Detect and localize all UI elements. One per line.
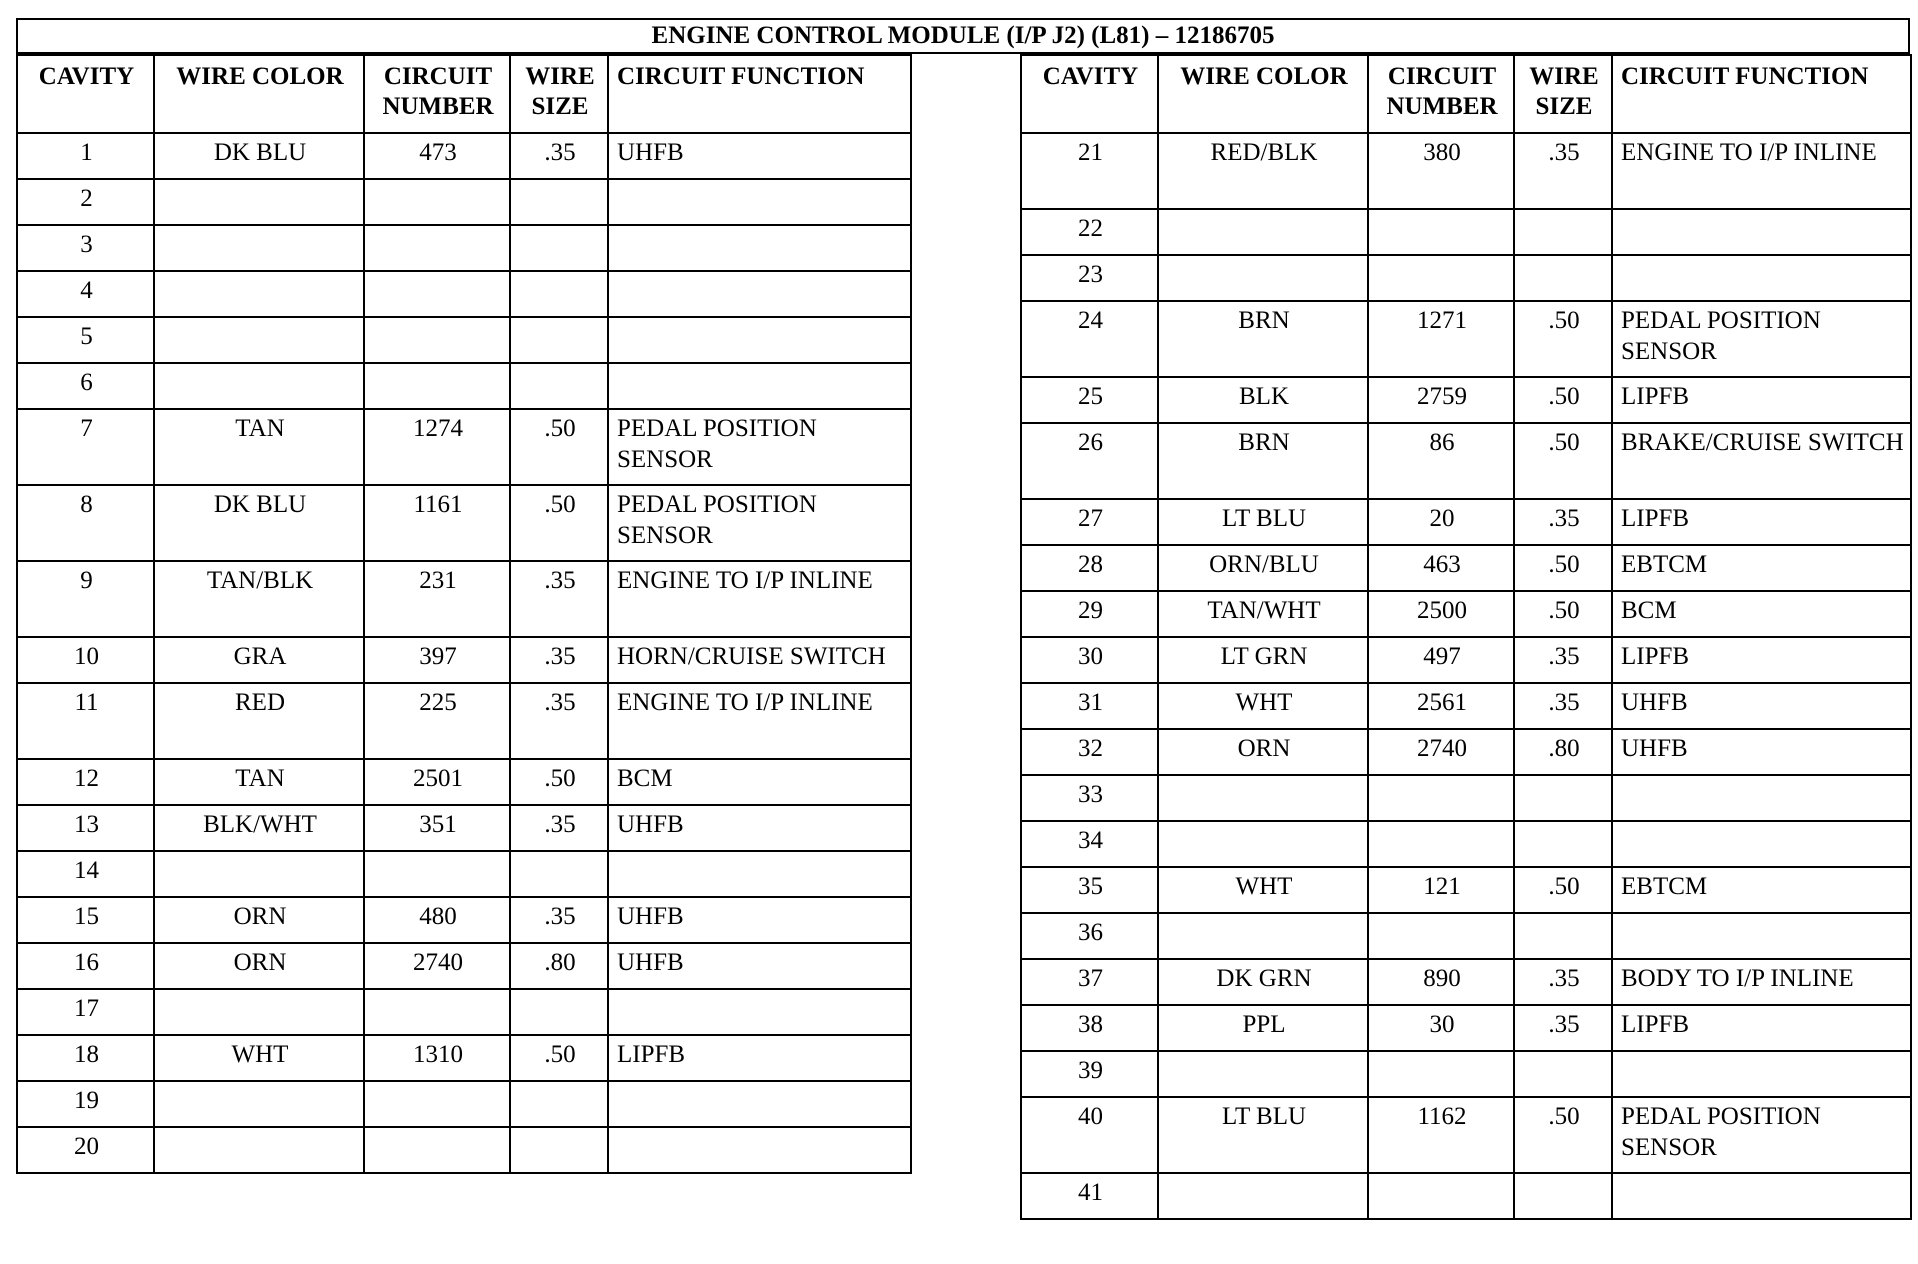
circuit-function-cell: BCM [608, 759, 911, 805]
cavity-cell: 38 [1021, 1005, 1158, 1051]
wire-size-cell: .50 [510, 1035, 608, 1081]
circuit-number-cell: 20 [1368, 499, 1514, 545]
wire-color-cell: ORN [154, 897, 364, 943]
wire-color-cell: LT GRN [1158, 637, 1368, 683]
circuit-function-cell: BCM [1612, 591, 1911, 637]
pinout-table-right [1020, 54, 1912, 1220]
circuit-function-cell: UHFB [608, 805, 911, 851]
wire-size-cell: .50 [510, 759, 608, 805]
cavity-cell: 34 [1021, 821, 1158, 867]
circuit-function-cell [608, 851, 911, 897]
wire-color-cell: RED [154, 683, 364, 759]
circuit-function-cell [608, 317, 911, 363]
circuit-function-cell: LIPFB [1612, 637, 1911, 683]
table-row [17, 1127, 911, 1173]
circuit-number-cell: 380 [1368, 133, 1514, 209]
table-row [1021, 867, 1911, 913]
header-cavity: CAVITY [17, 55, 154, 133]
circuit-number-cell: 890 [1368, 959, 1514, 1005]
cavity-cell: 2 [17, 179, 154, 225]
wire-color-cell [154, 317, 364, 363]
cavity-cell: 5 [17, 317, 154, 363]
wire-color-cell: ORN [1158, 729, 1368, 775]
circuit-function-cell: LIPFB [1612, 377, 1911, 423]
circuit-number-cell [1368, 913, 1514, 959]
wire-size-cell: .35 [1514, 499, 1612, 545]
wire-color-cell: BLK/WHT [154, 805, 364, 851]
cavity-cell: 26 [1021, 423, 1158, 499]
circuit-function-cell [608, 1127, 911, 1173]
table-row [17, 1035, 911, 1081]
header-circuit-function: CIRCUIT FUNCTION [1612, 55, 1911, 133]
circuit-number-cell: 2759 [1368, 377, 1514, 423]
wire-color-cell [154, 225, 364, 271]
table-row [17, 805, 911, 851]
circuit-function-cell: UHFB [608, 943, 911, 989]
circuit-number-cell [364, 1081, 510, 1127]
table-row [17, 683, 911, 759]
cavity-cell: 20 [17, 1127, 154, 1173]
circuit-function-cell [608, 1081, 911, 1127]
cavity-cell: 13 [17, 805, 154, 851]
wire-size-cell [510, 1127, 608, 1173]
circuit-function-cell [608, 225, 911, 271]
circuit-number-cell [1368, 1173, 1514, 1219]
header-row [17, 55, 911, 133]
wire-size-cell: .35 [1514, 683, 1612, 729]
circuit-function-cell: PEDAL POSITION SENSOR [1612, 301, 1911, 377]
cavity-cell: 27 [1021, 499, 1158, 545]
wire-color-cell: ORN/BLU [1158, 545, 1368, 591]
circuit-function-cell [608, 179, 911, 225]
circuit-number-cell [364, 989, 510, 1035]
header-circuit-function: CIRCUIT FUNCTION [608, 55, 911, 133]
wire-color-cell: RED/BLK [1158, 133, 1368, 209]
cavity-cell: 18 [17, 1035, 154, 1081]
circuit-function-cell: LIPFB [1612, 1005, 1911, 1051]
wire-color-cell [154, 363, 364, 409]
wire-color-cell: TAN/BLK [154, 561, 364, 637]
circuit-function-cell [608, 989, 911, 1035]
table-row [1021, 1097, 1911, 1173]
circuit-number-cell: 2561 [1368, 683, 1514, 729]
circuit-number-cell: 463 [1368, 545, 1514, 591]
table-row [1021, 959, 1911, 1005]
cavity-cell: 1 [17, 133, 154, 179]
table-row [1021, 377, 1911, 423]
table-row [1021, 545, 1911, 591]
table-row [1021, 683, 1911, 729]
cavity-cell: 28 [1021, 545, 1158, 591]
header-cavity: CAVITY [1021, 55, 1158, 133]
wire-color-cell [1158, 775, 1368, 821]
cavity-cell: 21 [1021, 133, 1158, 209]
wire-size-cell [510, 225, 608, 271]
circuit-number-cell [1368, 821, 1514, 867]
table-row [1021, 591, 1911, 637]
circuit-function-cell [1612, 775, 1911, 821]
wire-color-cell: GRA [154, 637, 364, 683]
wire-color-cell: ORN [154, 943, 364, 989]
cavity-cell: 11 [17, 683, 154, 759]
table-row [1021, 209, 1911, 255]
wire-size-cell: .50 [1514, 423, 1612, 499]
cavity-cell: 33 [1021, 775, 1158, 821]
circuit-function-cell: HORN/CRUISE SWITCH [608, 637, 911, 683]
wire-color-cell [1158, 1051, 1368, 1097]
table-row [17, 225, 911, 271]
circuit-number-cell: 1310 [364, 1035, 510, 1081]
table-row [1021, 821, 1911, 867]
cavity-cell: 25 [1021, 377, 1158, 423]
wire-size-cell: .80 [1514, 729, 1612, 775]
wire-color-cell [154, 989, 364, 1035]
wire-size-cell [510, 851, 608, 897]
wire-size-cell: .50 [1514, 867, 1612, 913]
wire-size-cell [1514, 913, 1612, 959]
cavity-cell: 30 [1021, 637, 1158, 683]
wire-color-cell [1158, 255, 1368, 301]
table-row [17, 317, 911, 363]
wire-color-cell: TAN [154, 409, 364, 485]
circuit-number-cell: 231 [364, 561, 510, 637]
cavity-cell: 35 [1021, 867, 1158, 913]
circuit-number-cell: 2500 [1368, 591, 1514, 637]
wire-size-cell [1514, 255, 1612, 301]
wire-size-cell: .50 [1514, 377, 1612, 423]
circuit-number-cell [364, 225, 510, 271]
circuit-number-cell: 473 [364, 133, 510, 179]
table-row [1021, 301, 1911, 377]
wire-color-cell: BRN [1158, 301, 1368, 377]
cavity-cell: 3 [17, 225, 154, 271]
cavity-cell: 16 [17, 943, 154, 989]
circuit-function-cell: ENGINE TO I/P INLINE [608, 683, 911, 759]
circuit-function-cell: ENGINE TO I/P INLINE [608, 561, 911, 637]
wire-color-cell [154, 1081, 364, 1127]
circuit-function-cell [1612, 255, 1911, 301]
circuit-number-cell [1368, 209, 1514, 255]
wire-size-cell: .35 [510, 637, 608, 683]
circuit-function-cell: PEDAL POSITION SENSOR [608, 409, 911, 485]
circuit-number-cell: 1162 [1368, 1097, 1514, 1173]
wire-color-cell [1158, 209, 1368, 255]
wire-color-cell [1158, 1173, 1368, 1219]
wire-size-cell: .50 [510, 409, 608, 485]
circuit-function-cell [1612, 1051, 1911, 1097]
circuit-number-cell [364, 363, 510, 409]
table-row [1021, 729, 1911, 775]
cavity-cell: 9 [17, 561, 154, 637]
wire-size-cell: .35 [510, 897, 608, 943]
circuit-number-cell: 2740 [364, 943, 510, 989]
table-row [1021, 1173, 1911, 1219]
wire-color-cell [154, 179, 364, 225]
circuit-function-cell: EBTCM [1612, 545, 1911, 591]
table-title: ENGINE CONTROL MODULE (I/P J2) (L81) – 12186705 [16, 18, 1910, 54]
circuit-function-cell: UHFB [608, 897, 911, 943]
cavity-cell: 8 [17, 485, 154, 561]
table-row [1021, 913, 1911, 959]
wire-size-cell: .35 [1514, 133, 1612, 209]
wire-size-cell: .50 [1514, 591, 1612, 637]
circuit-number-cell: 480 [364, 897, 510, 943]
table-row [1021, 499, 1911, 545]
wire-color-cell: DK BLU [154, 485, 364, 561]
cavity-cell: 29 [1021, 591, 1158, 637]
circuit-number-cell [1368, 775, 1514, 821]
circuit-function-cell: PEDAL POSITION SENSOR [1612, 1097, 1911, 1173]
circuit-number-cell: 86 [1368, 423, 1514, 499]
table-row [1021, 133, 1911, 209]
wire-color-cell: BLK [1158, 377, 1368, 423]
circuit-function-cell: LIPFB [1612, 499, 1911, 545]
circuit-number-cell: 225 [364, 683, 510, 759]
table-row [17, 409, 911, 485]
circuit-number-cell [1368, 255, 1514, 301]
cavity-cell: 23 [1021, 255, 1158, 301]
cavity-cell: 10 [17, 637, 154, 683]
wire-size-cell [1514, 775, 1612, 821]
wire-size-cell [510, 317, 608, 363]
table-row [1021, 1051, 1911, 1097]
wire-size-cell [510, 1081, 608, 1127]
circuit-function-cell [1612, 913, 1911, 959]
header-wire-size: WIRE SIZE [1514, 55, 1612, 133]
circuit-number-cell [364, 317, 510, 363]
header-row [1021, 55, 1911, 133]
circuit-number-cell: 1161 [364, 485, 510, 561]
cavity-cell: 31 [1021, 683, 1158, 729]
cavity-cell: 22 [1021, 209, 1158, 255]
pinout-rows-right [1021, 133, 1911, 1219]
circuit-function-cell: PEDAL POSITION SENSOR [608, 485, 911, 561]
cavity-cell: 6 [17, 363, 154, 409]
cavity-cell: 32 [1021, 729, 1158, 775]
circuit-number-cell: 1274 [364, 409, 510, 485]
circuit-number-cell: 397 [364, 637, 510, 683]
table-row [17, 851, 911, 897]
circuit-function-cell: LIPFB [608, 1035, 911, 1081]
wire-color-cell [154, 271, 364, 317]
wire-color-cell: TAN [154, 759, 364, 805]
wire-size-cell [1514, 1173, 1612, 1219]
wire-color-cell: TAN/WHT [1158, 591, 1368, 637]
header-wire-size: WIRE SIZE [510, 55, 608, 133]
wire-color-cell: PPL [1158, 1005, 1368, 1051]
table-row [17, 179, 911, 225]
wire-color-cell: DK BLU [154, 133, 364, 179]
table-row [1021, 423, 1911, 499]
cavity-cell: 24 [1021, 301, 1158, 377]
wire-size-cell [510, 271, 608, 317]
cavity-cell: 39 [1021, 1051, 1158, 1097]
cavity-cell: 17 [17, 989, 154, 1035]
wire-color-cell: BRN [1158, 423, 1368, 499]
circuit-number-cell: 351 [364, 805, 510, 851]
circuit-number-cell: 30 [1368, 1005, 1514, 1051]
wire-size-cell: .35 [510, 805, 608, 851]
wire-size-cell: .50 [1514, 301, 1612, 377]
table-row [17, 485, 911, 561]
cavity-cell: 37 [1021, 959, 1158, 1005]
cavity-cell: 4 [17, 271, 154, 317]
cavity-cell: 19 [17, 1081, 154, 1127]
table-row [17, 637, 911, 683]
wire-color-cell [154, 851, 364, 897]
wire-size-cell: .50 [510, 485, 608, 561]
wire-size-cell: .50 [1514, 545, 1612, 591]
wire-color-cell: WHT [1158, 867, 1368, 913]
circuit-number-cell [364, 271, 510, 317]
circuit-number-cell [364, 851, 510, 897]
pinout-rows-left [17, 133, 911, 1173]
table-row [17, 897, 911, 943]
wire-color-cell: WHT [154, 1035, 364, 1081]
wire-size-cell [510, 363, 608, 409]
wire-size-cell: .35 [510, 683, 608, 759]
table-row [17, 759, 911, 805]
wire-color-cell: DK GRN [1158, 959, 1368, 1005]
table-row [1021, 775, 1911, 821]
header-circuit-number: CIRCUIT NUMBER [364, 55, 510, 133]
cavity-cell: 41 [1021, 1173, 1158, 1219]
table-row [1021, 637, 1911, 683]
circuit-function-cell [1612, 1173, 1911, 1219]
wire-size-cell [1514, 209, 1612, 255]
wire-size-cell: .35 [1514, 1005, 1612, 1051]
circuit-function-cell: UHFB [1612, 729, 1911, 775]
circuit-function-cell: BODY TO I/P INLINE [1612, 959, 1911, 1005]
wire-size-cell [510, 179, 608, 225]
circuit-function-cell [608, 363, 911, 409]
table-row [17, 363, 911, 409]
table-row [17, 1081, 911, 1127]
cavity-cell: 7 [17, 409, 154, 485]
cavity-cell: 15 [17, 897, 154, 943]
circuit-number-cell [364, 179, 510, 225]
wire-size-cell [510, 989, 608, 1035]
wire-size-cell: .35 [1514, 959, 1612, 1005]
circuit-function-cell [1612, 821, 1911, 867]
pinout-table-left [16, 54, 912, 1174]
wire-color-cell: LT BLU [1158, 499, 1368, 545]
circuit-number-cell: 1271 [1368, 301, 1514, 377]
table-row [1021, 255, 1911, 301]
table-row [17, 943, 911, 989]
header-circuit-number: CIRCUIT NUMBER [1368, 55, 1514, 133]
circuit-number-cell: 121 [1368, 867, 1514, 913]
cavity-cell: 36 [1021, 913, 1158, 959]
wire-color-cell [1158, 821, 1368, 867]
wire-size-cell: .35 [510, 561, 608, 637]
wire-size-cell [1514, 1051, 1612, 1097]
table-row [17, 133, 911, 179]
table-row [1021, 1005, 1911, 1051]
wire-color-cell: LT BLU [1158, 1097, 1368, 1173]
wire-size-cell: .50 [1514, 1097, 1612, 1173]
circuit-number-cell [1368, 1051, 1514, 1097]
table-row [17, 989, 911, 1035]
circuit-function-cell: EBTCM [1612, 867, 1911, 913]
wire-color-cell [1158, 913, 1368, 959]
wire-color-cell: WHT [1158, 683, 1368, 729]
circuit-number-cell: 2501 [364, 759, 510, 805]
circuit-function-cell: ENGINE TO I/P INLINE [1612, 133, 1911, 209]
wire-size-cell: .35 [1514, 637, 1612, 683]
table-row [17, 271, 911, 317]
circuit-function-cell [608, 271, 911, 317]
circuit-function-cell: UHFB [1612, 683, 1911, 729]
wire-size-cell: .80 [510, 943, 608, 989]
cavity-cell: 12 [17, 759, 154, 805]
header-wire-color: WIRE COLOR [1158, 55, 1368, 133]
circuit-number-cell: 497 [1368, 637, 1514, 683]
circuit-function-cell: BRAKE/CRUISE SWITCH [1612, 423, 1911, 499]
circuit-function-cell: UHFB [608, 133, 911, 179]
header-wire-color: WIRE COLOR [154, 55, 364, 133]
cavity-cell: 14 [17, 851, 154, 897]
cavity-cell: 40 [1021, 1097, 1158, 1173]
wire-size-cell [1514, 821, 1612, 867]
circuit-function-cell [1612, 209, 1911, 255]
circuit-number-cell [364, 1127, 510, 1173]
wire-color-cell [154, 1127, 364, 1173]
table-row [17, 561, 911, 637]
wire-size-cell: .35 [510, 133, 608, 179]
circuit-number-cell: 2740 [1368, 729, 1514, 775]
